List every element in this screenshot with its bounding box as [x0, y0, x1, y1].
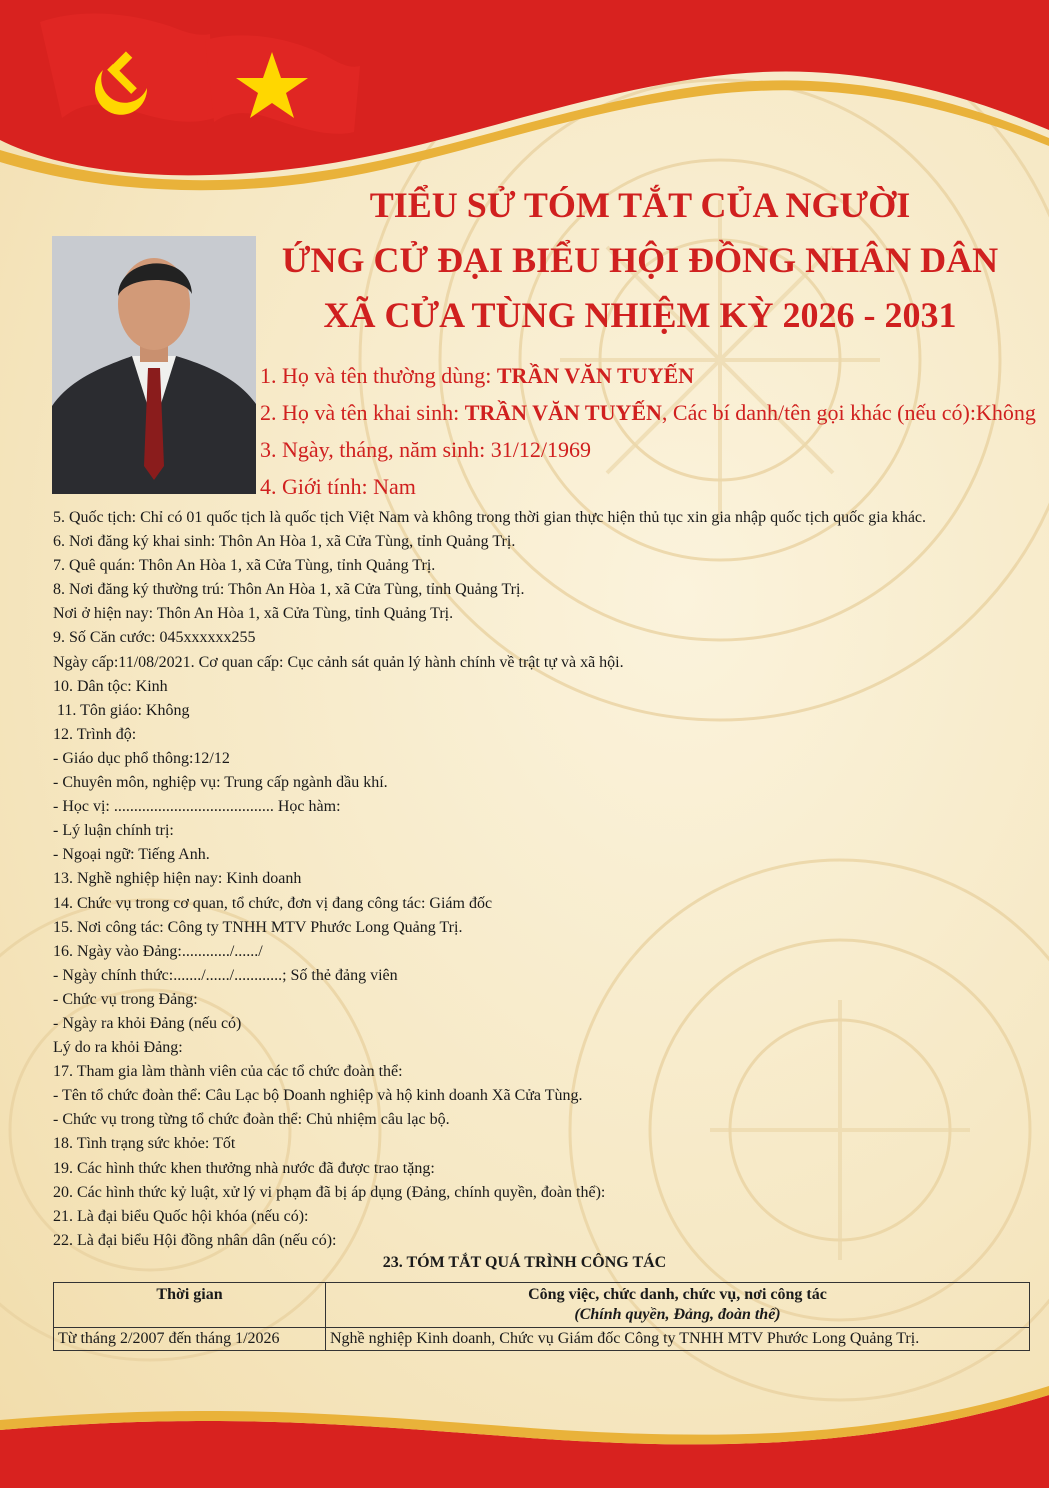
detail-line: - Chức vụ trong Đảng:: [53, 990, 198, 1008]
period-header: Thời gian: [54, 1283, 326, 1328]
detail-line: - Ngày chính thức:......./....../............; Số thẻ đảng viên: [53, 966, 398, 984]
birth-name-label: 2. Họ và tên khai sinh:: [260, 400, 465, 425]
description-header: [326, 1283, 1030, 1328]
detail-line: 9. Số Căn cước: 045xxxxxx255: [53, 629, 256, 647]
detail-line: 18. Tình trạng sức khỏe: Tốt: [53, 1135, 236, 1153]
table-row: [54, 1328, 1030, 1351]
detail-line: 15. Nơi công tác: Công ty TNHH MTV Phước Long Quảng Trị.: [53, 918, 463, 936]
gender-row: 4. Giới tính: Nam: [260, 474, 416, 499]
candidate-portrait: [52, 236, 256, 494]
career-table-header: [54, 1283, 1030, 1328]
detail-line: - Ngày ra khỏi Đảng (nếu có): [53, 1014, 242, 1032]
detail-line: 5. Quốc tịch: Chỉ có 01 quốc tịch là quốc tịch Việt Nam và không trong thời gian thực hiện thủ tục xin gia nhập quốc tịch quốc gia khác.: [53, 509, 927, 526]
description-header-sub: [330, 1305, 1025, 1325]
basic-info: [260, 357, 1036, 505]
description-header-sub-text: (Chính quyền, Đảng, đoàn thể): [574, 1306, 781, 1323]
detail-line: 13. Nghề nghiệp hiện nay: Kinh doanh: [53, 870, 302, 888]
detail-line: - Chức vụ trong từng tổ chức đoàn thể: Chủ nhiệm câu lạc bộ.: [53, 1111, 450, 1129]
description-header-main: Công việc, chức danh, chức vụ, nơi công tác: [528, 1286, 827, 1303]
bottom-red-band: [0, 1395, 1049, 1488]
detail-line: 21. Là đại biểu Quốc hội khóa (nếu có):: [53, 1207, 309, 1225]
detail-line: 17. Tham gia làm thành viên của các tổ chức đoàn thể:: [53, 1063, 403, 1081]
detail-line: 6. Nơi đăng ký khai sinh: Thôn An Hòa 1, xã Cửa Tùng, tỉnh Quảng Trị.: [53, 533, 516, 551]
title-line-2: ỨNG CỬ ĐẠI BIỂU HỘI ĐỒNG NHÂN DÂN: [281, 240, 999, 280]
career-table: [53, 1282, 1030, 1351]
detail-line: 16. Ngày vào Đảng:............/....../: [53, 942, 263, 960]
detail-line: - Ngoại ngữ: Tiếng Anh.: [53, 846, 210, 864]
detail-line: - Học vị: ........................................ Học hàm:: [53, 798, 341, 816]
detail-line: 20. Các hình thức kỷ luật, xử lý vi phạm đã bị áp dụng (Đảng, chính quyền, đoàn thể):: [53, 1183, 606, 1201]
birth-name-row: [260, 394, 1036, 431]
birth-name-value: TRẦN VĂN TUYẾN: [464, 400, 662, 425]
birth-date-row: 3. Ngày, tháng, năm sinh: 31/12/1969: [260, 437, 591, 462]
description-cell: Nghề nghiệp Kinh doanh, Chức vụ Giám đốc Công ty TNHH MTV Phước Long Quảng Trị.: [326, 1328, 1030, 1351]
detail-line: - Giáo dục phổ thông:12/12: [53, 749, 230, 767]
detail-line: 10. Dân tộc: Kinh: [53, 677, 168, 695]
detail-line: 11. Tôn giáo: Không: [53, 701, 190, 719]
career-section-title: 23. TÓM TẮT QUÁ TRÌNH CÔNG TÁC: [382, 1254, 667, 1271]
detail-line: 12. Trình độ:: [53, 725, 137, 743]
detail-line: 19. Các hình thức khen thưởng nhà nước đã được trao tặng:: [53, 1159, 435, 1177]
detail-line: 14. Chức vụ trong cơ quan, tổ chức, đơn vị đang công tác: Giám đốc: [53, 894, 493, 912]
detail-line: Ngày cấp:11/08/2021. Cơ quan cấp: Cục cảnh sát quản lý hành chính về trật tự và xã hội.: [53, 653, 624, 671]
detail-line: 22. Là đại biểu Hội đồng nhân dân (nếu có):: [53, 1231, 337, 1249]
detail-line: - Tên tổ chức đoàn thể: Câu Lạc bộ Doanh nghiệp và hộ kinh doanh Xã Cửa Tùng.: [53, 1087, 583, 1105]
full-name-row: [260, 357, 1036, 394]
document-title: [250, 178, 1030, 343]
title-line-3: XÃ CỬA TÙNG NHIỆM KỲ 2026 - 2031: [323, 295, 957, 335]
period-cell: Từ tháng 2/2007 đến tháng 1/2026: [54, 1328, 326, 1351]
title-line-1: TIỂU SỬ TÓM TẮT CỦA NGƯỜI: [369, 185, 911, 225]
alias-text: , Các bí danh/tên gọi khác (nếu có):Không: [661, 400, 1036, 425]
details-list: [53, 506, 926, 1253]
detail-line: Lý do ra khỏi Đảng:: [53, 1039, 183, 1057]
full-name-label: 1. Họ và tên thường dùng:: [260, 363, 497, 388]
detail-line: Nơi ở hiện nay: Thôn An Hòa 1, xã Cửa Tùng, tỉnh Quảng Trị.: [53, 605, 454, 623]
detail-line: 7. Quê quán: Thôn An Hòa 1, xã Cửa Tùng, tỉnh Quảng Trị.: [53, 557, 436, 575]
full-name-value: TRẦN VĂN TUYẾN: [496, 363, 695, 388]
detail-line: - Chuyên môn, nghiệp vụ: Trung cấp ngành dầu khí.: [53, 774, 388, 792]
detail-line: - Lý luận chính trị:: [53, 822, 174, 840]
detail-line: 8. Nơi đăng ký thường trú: Thôn An Hòa 1, xã Cửa Tùng, tỉnh Quảng Trị.: [53, 581, 525, 599]
